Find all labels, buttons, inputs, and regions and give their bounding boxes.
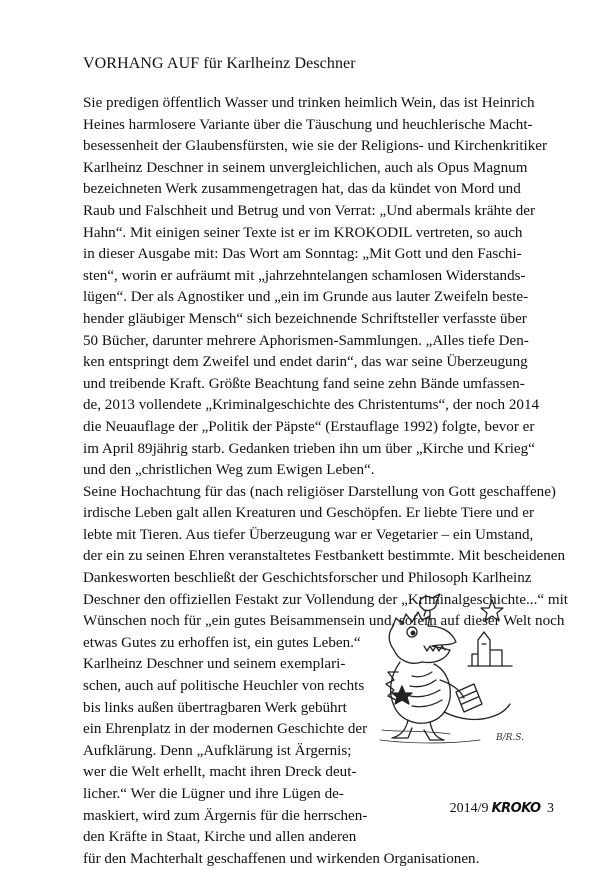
body-line: Sie predigen öffentlich Wasser und trinken heimlich Wein, das ist Heinrich [83, 95, 535, 111]
body-line: schen, auch auf politische Heuchler von rechts [83, 678, 365, 695]
body-line: irdische Leben galt allen Kreaturen und Geschöpfen. Er liebte Tiere und er [83, 505, 534, 522]
body-line: für den Machterhalt geschaffenen und wirkenden Organisationen. [83, 850, 480, 867]
page-number: 3 [547, 801, 554, 816]
body-line: bis links außen übertragbaren Werk gebührt [83, 699, 347, 716]
badge-star-icon [392, 686, 412, 704]
body-line: Seine Hochachtung für das (nach religiöser Darstellung von Gott geschaffene) [83, 483, 556, 500]
issue-number: 2014/9 [449, 801, 489, 816]
body-line: Dankesworten beschließt der Geschichtsforscher und Philosoph Karlheinz [83, 570, 532, 587]
body-line: im April 89jährig starb. Gedanken trieben ihn um über „Kirche und Krieg“ [83, 440, 535, 457]
body-line: Karlheinz Deschner und seinem exemplari- [83, 656, 346, 673]
body-line: den Kräfte in Staat, Kirche und allen anderen [83, 829, 357, 846]
body-line: de, 2013 vollendete „Kriminalgeschichte des Christentums“, der noch 2014 [83, 397, 540, 414]
body-line: bezeichneten Werk zusammengetragen hat, das da kündet von Mord und [83, 181, 521, 198]
artist-signature: B/R.S. [496, 733, 524, 743]
body-line: maskiert, wird zum Ärgernis für die herrschen- [83, 807, 368, 824]
body-line: Aufklärung. Denn „Aufklärung ist Ärgernis; [83, 742, 352, 759]
body-line: und treibende Kraft. Größte Beachtung fand seine zehn Bände umfassen- [83, 375, 525, 392]
body-line: hender gläubiger Mensch“ sich bezeichnende Schriftsteller verfasste über [83, 310, 527, 327]
crocodile-illustration [360, 580, 524, 750]
crocodile-head [389, 612, 456, 663]
body-line: die Neuauflage der „Politik der Päpste“ (Erstauflage 1992) folgte, bevor er [83, 418, 535, 435]
body-line: und den „christlichen Weg zum Ewigen Leben“. [83, 462, 375, 479]
body-line: lügen“. Der als Agnostiker und „ein im Grunde aus lauter Zweifeln beste- [83, 289, 529, 306]
star-icon [481, 600, 503, 621]
body-line: besessenheit der Glaubensfürsten, wie sie der Religions- und Kirchenkritiker [83, 138, 548, 155]
body-line: sten“, worin er aufräumt mit „jahrzehntelangen schamlosen Widerstands- [83, 267, 526, 284]
body-line: lebte mit Tieren. Aus tiefer Überzeugung war er Vegetarier – ein Umstand, [83, 526, 534, 543]
body-line: ein Ehrenplatz in der modernen Geschichte der [83, 721, 368, 738]
crocodile-drawing [360, 580, 524, 750]
article-body [83, 93, 568, 870]
body-line: ken entspringt dem Zweifel und endet darin“, das war seine Überzeugung [83, 354, 528, 371]
body-line: 50 Bücher, darunter mehrere Aphorismen-Sammlungen. „Alles tiefe Den- [83, 332, 529, 349]
church-icon [472, 632, 502, 666]
body-line: der ein zu seinen Ehren veranstaltetes Festbankett bestimmte. Mit bescheidenen [83, 548, 566, 565]
body-line: Raub und Falschheit und Betrug und von Verrat: „Und abermals krähte der [83, 202, 536, 219]
body-line: Wünschen noch für „ein gutes Beisammensein und, sofern auf dieser Welt noch [83, 613, 565, 630]
body-line: Deschner den offiziellen Festakt zur Vollendung der „Kriminalgeschichte...“ mit [83, 591, 568, 608]
body-line: wer die Welt erhellt, macht ihren Dreck deut- [83, 764, 357, 781]
body-line: etwas Gutes zu erhoffen ist, ein gutes Leben.“ [83, 634, 361, 651]
body-line: in dieser Ausgabe mit: Das Wort am Sonntag: „Mit Gott und den Faschi- [83, 246, 522, 263]
magazine-logo: KROKO [491, 801, 541, 816]
page-footer [450, 801, 554, 817]
body-line: Hahn“. Mit einigen seiner Texte ist er im KROKODIL vertreten, so auch [83, 224, 523, 241]
article-title: VORHANG AUF für Karlheinz Deschner [83, 55, 356, 72]
body-line: licher.“ Wer die Lügner und ihre Lügen de- [83, 786, 344, 802]
body-line: Heines harmlosere Variante über die Täuschung und heuchlerische Macht- [83, 116, 533, 133]
body-line: Karlheinz Deschner in seinem unvergleichlichen, auch als Opus Magnum [83, 159, 528, 176]
bird-icon [420, 594, 440, 611]
